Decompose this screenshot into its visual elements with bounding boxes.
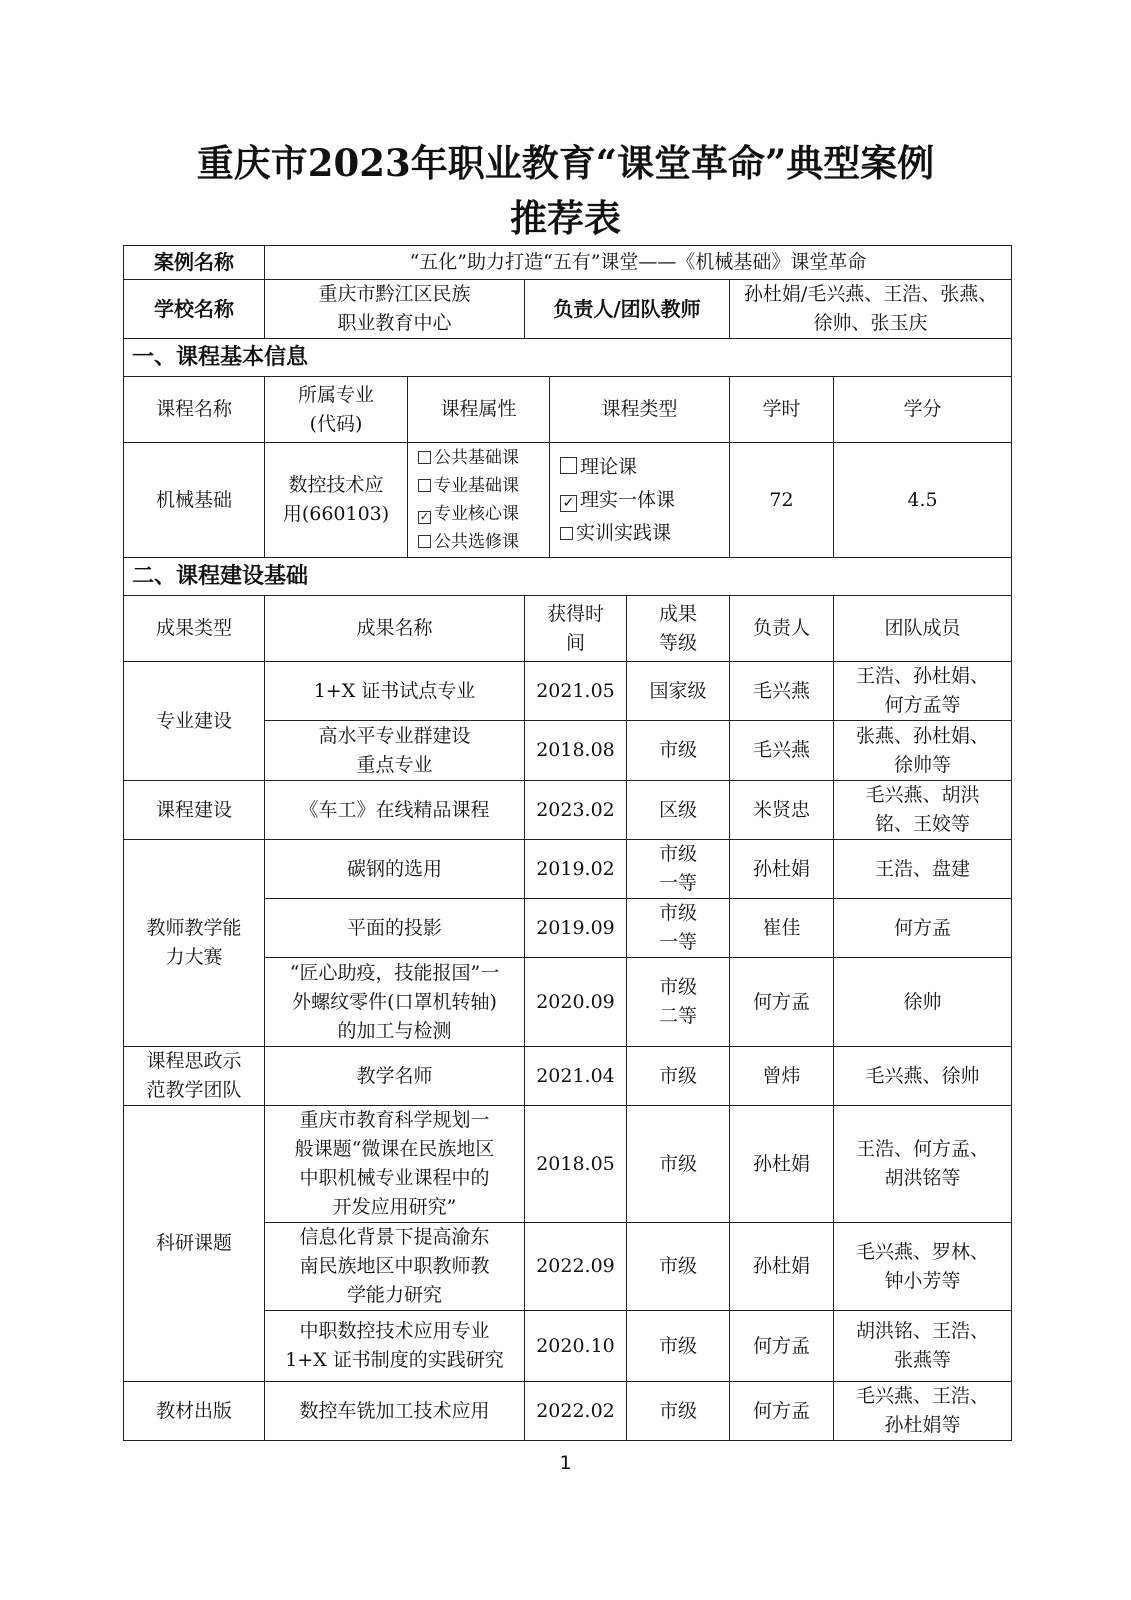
ach-name-line: 1+X 证书制度的实践研究 [285, 1349, 504, 1371]
ach-name-line: 1+X 证书试点专业 [313, 679, 476, 702]
ach-level-line: 市级 [658, 1064, 697, 1087]
course-type-options [550, 443, 730, 558]
attr-option[interactable]: 专业基础课 [418, 472, 545, 500]
ach-type-cell [124, 1047, 265, 1106]
course-credits-header: 学分 [834, 377, 1012, 443]
course-major-line: 用(660103) [282, 503, 390, 525]
ach-name-cell [265, 662, 525, 721]
ach-time-cell: 2019.02 [525, 840, 627, 899]
course-attr-header: 课程属性 [408, 377, 550, 443]
ach-type-line: 教师教学能 [146, 917, 242, 939]
ach-level-cell [627, 1223, 730, 1311]
case-name-row [124, 246, 1012, 280]
ach-name-line: 碳钢的选用 [346, 857, 442, 880]
ach-level-line: 市级 [658, 1255, 697, 1277]
ach-level-line: 市级 [658, 1152, 697, 1175]
ach-level-line: 市级 [658, 739, 697, 761]
ach-team-cell [834, 840, 1012, 899]
ach-level-line: 国家级 [649, 679, 707, 702]
ach-team-cell [834, 1382, 1012, 1441]
case-name-value: “五化”助力打造“五有”课堂——《机械基础》课堂革命 [265, 246, 1012, 280]
ach-team-cell [834, 1311, 1012, 1382]
ach-team-line: 孙杜娟等 [884, 1414, 961, 1436]
course-major-header-line: 所属专业 [297, 383, 374, 406]
ach-owner-cell: 孙杜娟 [730, 1106, 834, 1223]
ach-level-cell [627, 899, 730, 958]
ach-level-cell [627, 1047, 730, 1106]
course-name-value: 机械基础 [124, 443, 265, 558]
ach-name-line: 重点专业 [356, 753, 433, 776]
course-value-row [124, 443, 1012, 558]
ach-owner-cell: 何方孟 [730, 1311, 834, 1382]
ach-team-line: 毛兴燕、胡洪 [865, 784, 980, 806]
ach-team-cell [834, 721, 1012, 781]
document-title-line1: 重庆市2023年职业教育“课堂革命”典型案例 [196, 141, 935, 185]
ach-level-header-line: 等级 [658, 631, 697, 654]
ach-level-cell [627, 781, 730, 840]
school-row [124, 280, 1012, 339]
ach-level-cell [627, 840, 730, 899]
ach-team-line: 毛兴燕、罗林、 [856, 1240, 990, 1263]
ach-name-line: 数控车铣加工技术应用 [299, 1399, 490, 1422]
table-row [124, 1106, 1012, 1223]
type-option[interactable]: 理论课 [560, 451, 725, 484]
ach-owner-cell: 孙杜娟 [730, 1223, 834, 1311]
section1-heading: 一、课程基本信息 [124, 339, 1012, 377]
table-row [124, 1382, 1012, 1441]
leader-value [730, 280, 1012, 339]
ach-time-header-line: 间 [565, 631, 585, 654]
ach-team-cell [834, 1047, 1012, 1106]
ach-name-cell [265, 840, 525, 899]
course-name-header: 课程名称 [124, 377, 265, 443]
ach-team-line: 徐帅等 [894, 753, 952, 776]
ach-name-line: 学能力研究 [346, 1284, 442, 1306]
ach-level-line: 二等 [658, 1005, 697, 1027]
ach-time-cell: 2023.02 [525, 781, 627, 840]
ach-team-line: 铭、王姣等 [875, 813, 971, 835]
leader-label: 负责人/团队教师 [525, 280, 730, 339]
ach-team-cell [834, 781, 1012, 840]
ach-type-header: 成果类型 [124, 596, 265, 662]
ach-time-cell: 2018.08 [525, 721, 627, 781]
ach-owner-cell: 何方孟 [730, 1382, 834, 1441]
ach-team-cell [834, 958, 1012, 1047]
checkbox-icon [560, 457, 577, 474]
ach-name-cell [265, 721, 525, 781]
ach-team-line: 王浩、孙杜娟、 [856, 665, 990, 687]
course-hours-value: 72 [730, 443, 834, 558]
ach-owner-cell: 孙杜娟 [730, 840, 834, 899]
type-option[interactable]: ✓ 理实一体课 [560, 484, 725, 517]
ach-owner-cell: 毛兴燕 [730, 721, 834, 781]
ach-team-line: 钟小芳等 [884, 1269, 961, 1292]
ach-owner-cell: 崔佳 [730, 899, 834, 958]
ach-name-line: 信息化背景下提高渝东 [299, 1226, 490, 1248]
ach-name-line: 《车工》在线精品课程 [299, 798, 490, 821]
table-row [124, 781, 1012, 840]
ach-time-cell: 2021.04 [525, 1047, 627, 1106]
section2-heading: 二、课程建设基础 [124, 558, 1012, 596]
ach-owner-cell: 何方孟 [730, 958, 834, 1047]
ach-team-line: 胡洪铭等 [884, 1167, 961, 1189]
ach-team-line: 毛兴燕、徐帅 [865, 1064, 980, 1087]
ach-team-line: 张燕、孙杜娟、 [856, 724, 990, 747]
ach-name-line: 中职数控技术应用专业 [299, 1320, 490, 1342]
ach-name-line: 般课题“微课在民族地区 [294, 1138, 495, 1160]
school-name-line: 重庆市黔江区民族 [318, 283, 471, 305]
checked-checkbox-icon: ✓ [419, 510, 430, 523]
ach-name-line: 教学名师 [356, 1064, 433, 1087]
ach-level-line: 市级 [658, 976, 697, 998]
course-major-header [265, 377, 408, 443]
ach-name-cell [265, 781, 525, 840]
ach-name-line: 重庆市教育科学规划一 [299, 1109, 490, 1131]
ach-owner-cell: 毛兴燕 [730, 662, 834, 721]
ach-level-line: 区级 [658, 798, 697, 821]
ach-type-line: 力大赛 [165, 946, 223, 968]
table-row [124, 662, 1012, 721]
ach-team-cell [834, 1106, 1012, 1223]
ach-type-cell: 教材出版 [124, 1382, 265, 1441]
section-heading-row [124, 558, 1012, 596]
table-row [124, 1047, 1012, 1106]
ach-name-line: 外螺纹零件(口罩机转轴) [292, 990, 497, 1013]
section-heading-row [124, 339, 1012, 377]
ach-team-line: 王浩、盘建 [875, 857, 971, 880]
ach-team-cell [834, 899, 1012, 958]
ach-name-line: 平面的投影 [346, 916, 442, 939]
ach-type-line: 范教学团队 [146, 1079, 242, 1101]
ach-name-line: “匠心助疫，技能报国”一 [289, 961, 500, 984]
course-major-header-line: (代码) [309, 412, 363, 435]
school-name-line: 职业教育中心 [337, 312, 452, 334]
ach-level-cell [627, 1106, 730, 1223]
ach-level-line: 市级 [658, 843, 697, 865]
type-option[interactable]: 实训实践课 [560, 517, 725, 550]
ach-owner-cell: 曾炜 [730, 1047, 834, 1106]
leader-line: 徐帅、张玉庆 [813, 312, 928, 334]
ach-name-cell [265, 1047, 525, 1106]
ach-name-header: 成果名称 [265, 596, 525, 662]
ach-name-cell [265, 1311, 525, 1382]
ach-type-line: 课程思政示 [146, 1050, 242, 1072]
ach-owner-header: 负责人 [730, 596, 834, 662]
recommendation-form-table [123, 245, 1012, 1441]
ach-team-line: 张燕等 [894, 1349, 952, 1371]
ach-level-line: 市级 [658, 1334, 697, 1357]
ach-level-line: 一等 [658, 872, 697, 894]
ach-name-cell [265, 1223, 525, 1311]
ach-team-cell [834, 1223, 1012, 1311]
attr-option[interactable]: 公共选修课 [418, 528, 545, 556]
case-name-label: 案例名称 [124, 246, 265, 280]
ach-name-cell [265, 1106, 525, 1223]
ach-team-line: 胡洪铭、王浩、 [856, 1320, 990, 1342]
ach-time-cell: 2019.09 [525, 899, 627, 958]
course-hours-header: 学时 [730, 377, 834, 443]
ach-type-cell: 科研课题 [124, 1106, 265, 1382]
leader-line: 孙杜娟/毛兴燕、王浩、张燕、 [743, 283, 998, 305]
ach-time-cell: 2020.09 [525, 958, 627, 1047]
attr-option[interactable]: ✓ 专业核心课 [419, 504, 519, 524]
ach-team-line: 毛兴燕、王浩、 [856, 1385, 990, 1407]
ach-time-cell: 2018.05 [525, 1106, 627, 1223]
ach-name-line: 南民族地区中职教师教 [299, 1255, 490, 1277]
checkbox-icon [418, 535, 431, 548]
school-name-label: 学校名称 [124, 280, 265, 339]
ach-team-line: 何方孟等 [884, 694, 961, 716]
ach-type-cell [124, 840, 265, 1047]
document-title-line2: 推荐表 [510, 196, 621, 240]
ach-team-cell [834, 662, 1012, 721]
ach-level-header [627, 596, 730, 662]
ach-level-cell [627, 958, 730, 1047]
ach-level-cell [627, 721, 730, 781]
ach-level-cell [627, 1382, 730, 1441]
ach-time-cell: 2022.02 [525, 1382, 627, 1441]
table-row [124, 840, 1012, 899]
ach-level-line: 一等 [658, 931, 697, 953]
ach-name-line: 中职机械专业课程中的 [299, 1167, 490, 1189]
ach-name-cell [265, 958, 525, 1047]
course-major-line: 数控技术应 [288, 474, 384, 496]
attr-option[interactable]: 公共基础课 [418, 444, 545, 472]
ach-name-cell [265, 899, 525, 958]
ach-name-line: 的加工与检测 [337, 1019, 452, 1042]
checkbox-icon [418, 479, 431, 492]
course-major-value [265, 443, 408, 558]
course-credits-value: 4.5 [834, 443, 1012, 558]
ach-time-header [525, 596, 627, 662]
ach-time-cell: 2022.09 [525, 1223, 627, 1311]
school-name-value [265, 280, 525, 339]
checkbox-icon [418, 451, 431, 464]
ach-team-line: 徐帅 [903, 990, 942, 1013]
ach-time-cell: 2020.10 [525, 1311, 627, 1382]
ach-name-line: 高水平专业群建设 [318, 724, 471, 747]
ach-type-cell: 专业建设 [124, 662, 265, 781]
course-header-row [124, 377, 1012, 443]
course-attr-options [408, 443, 550, 558]
ach-team-header: 团队成员 [834, 596, 1012, 662]
ach-team-line: 何方孟 [894, 916, 952, 939]
ach-name-cell [265, 1382, 525, 1441]
ach-team-line: 王浩、何方孟、 [856, 1138, 990, 1160]
ach-type-cell: 课程建设 [124, 781, 265, 840]
checked-checkbox-icon: ✓ [560, 495, 577, 512]
ach-owner-cell: 米贤忠 [730, 781, 834, 840]
page-number: 1 [559, 1452, 572, 1474]
ach-time-header-line: 获得时 [546, 602, 604, 625]
ach-level-cell [627, 1311, 730, 1382]
checkbox-icon [560, 527, 573, 540]
ach-time-cell: 2021.05 [525, 662, 627, 721]
ach-level-line: 市级 [658, 902, 697, 924]
ach-level-line: 市级 [658, 1399, 697, 1422]
ach-level-header-line: 成果 [658, 602, 697, 625]
ach-level-cell [627, 662, 730, 721]
course-type-header: 课程类型 [550, 377, 730, 443]
achievement-header-row [124, 596, 1012, 662]
ach-name-line: 开发应用研究” [332, 1196, 457, 1218]
